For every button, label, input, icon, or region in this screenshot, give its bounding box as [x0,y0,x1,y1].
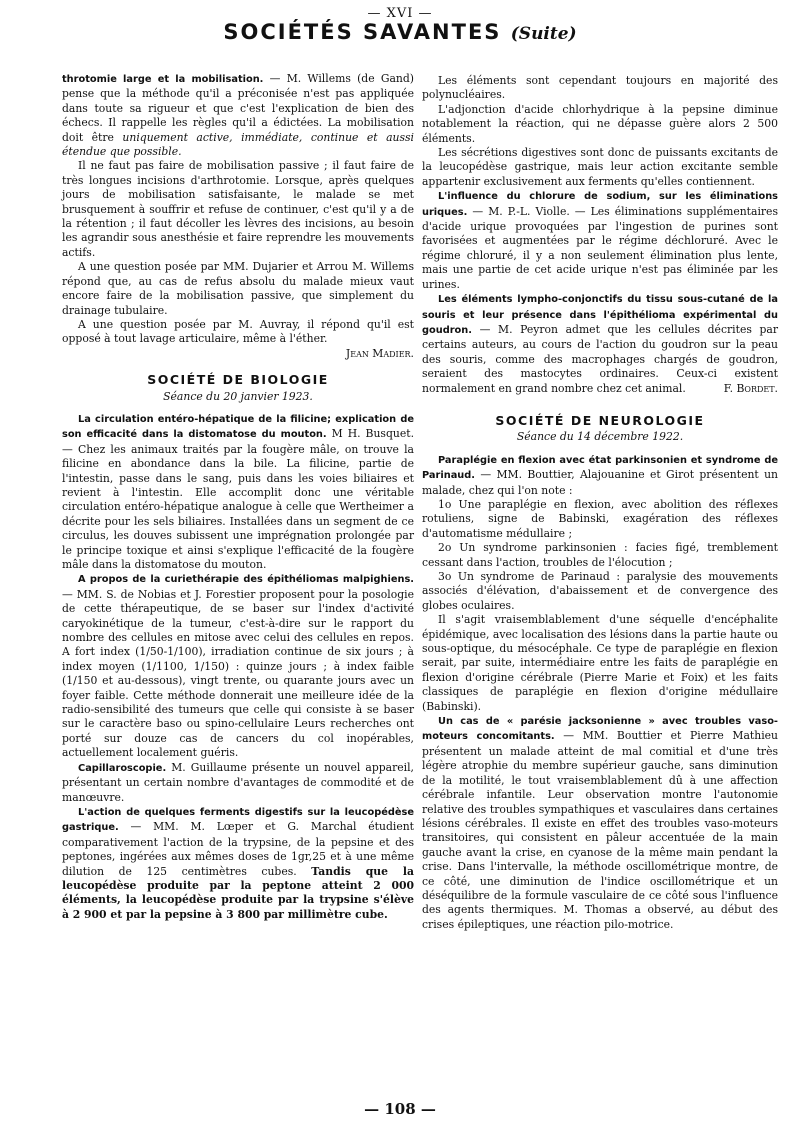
paragraph: A une question posée par MM. Dujarier et Arrou M. Willems répond que, au cas de refus absolu du malade mieux vaut encore faire de la mobilisation passive, que simplement du drainage tubulaire. [62,260,414,317]
paragraph [422,453,778,498]
paragraph: L'adjonction d'acide chlorhydrique à la pepsine diminue notablement la réaction, qui ne dépasse guère alors 2 500 éléments. [422,102,778,145]
paragraph-text: — M. P.-L. Violle. — Les éliminations supplémentaires d'acide urique provoquées par l'ingestion de purines sont favorisées et augmentées par le régime déchloruré. Avec le régime chloruré, il y a non seulement élimination plus lente, mais une partie de cet acide urique n'est pas éliminée par les urines. [422,204,778,291]
paragraph-text: — M. Peyron admet que les cellules décrites par certains auteurs, au cours de l'action du goudron sur la peau des souris, comme des macrophages chargés de goudron, seraient des mastocytes ordinaires. Ceux-ci existent normalement en grand nombre chez cet animal. [422,322,778,395]
paragraph-heading: L'action de quelques ferments digestifs sur la leucopédèse gastrique. [62,806,414,834]
title-suite: (Suite) [510,24,577,44]
paragraph-heading: Les éléments lympho-conjonctifs du tissu sous-cutané de la souris et leur présence dans l'épithélioma expérimental du goudron. [422,294,778,336]
paragraph-bold-text: Tandis que la leucopédèse produite par la peptone atteint 2 000 éléments, la leucopédèse produite par la trypsine s'élève à 2 900 et par la pepsine à 3 800 par millimètre cube. [62,864,415,921]
paragraph-italic: uniquement active, immédiate, continue et aussi étendue que possible. [62,130,414,159]
paragraph-heading: Paraplégie en flexion avec état parkinsonien et syndrome de Parinaud. [422,454,778,482]
paragraph [62,761,414,805]
paragraph: Il s'agit vraisemblablement d'une séquelle d'encéphalite épidémique, avec localisation des lésions dans la partie haute ou sous-optique, du mésocéphale. Ce type de paraplégie en flexion serait, par suite, intermédiaire entre les faits de paraplégie en flexion d'origine cérébrale (Pierre Marie et Foix) et les faits classiques de paraplégie en flexion d'origine médullaire (Babinski). [422,613,778,713]
paragraph-text: — MM. M. Lœper et G. Marchal étudient comparativement l'action de la trypsine, de la pepsine et des peptones, ingérées aux mêmes doses de 1gr,25 et à une même dilution de 125 centimètres cubes. [62,820,414,878]
paragraph [422,292,778,396]
paragraph-heading: La circulation entéro-hépatique de la filicine; explication de son efficacité dans la distomatose du mouton. [62,413,414,441]
paragraph [62,412,414,572]
paragraph-heading: L'influence du chlorure de sodium, sur les éliminations uriques. [422,191,778,218]
seance-date: Séance du 20 janvier 1923. [163,389,313,403]
paragraph-heading: throtomie large et la mobilisation. [62,74,264,85]
paragraph: A une question posée par M. Auvray, il répond qu'il est opposé à tout lavage articulaire, même à l'éther. [62,317,414,346]
paragraph-text: — MM. S. de Nobias et J. Forestier proposent pour la posologie de cette thérapeutique, de se baser sur l'index d'activité caryokinétique de la tumeur, c'est-à-dire sur le rapport du nombre des cellules en mitose avec celui des cellules en repos. A fort index (1/50-1/100), irradiation continue de six jours ; à index moyen (1/1100, 1/150) : quinze jours ; à index faible (1/150 et au-dessous), vingt trente, ou quarante jours avec un foyer faible. Cette méthode donnerait une meilleure idée de la radio-sensibilité des tumeurs que celle qui consiste à se baser sur le caractère baso ou spino-cellulaire Leurs recherches ont porté sur douze cas de cancers du col inopérables, actuellement localement guéris. [62,587,414,760]
paragraph-text: — MM. Bouttier et Pierre Mathieu présentent un malade atteint de mal comitial et d'une très légère atrophie du membre supérieur gauche, sans diminution de la motilité, le tout vraisemblablement dû à une affection cérébrale infantile. Leur observation montre l'autonomie relative des troubles sympathiques et vasculaires dans certaines lésions cérébrales. Il existe en effet des troubles vaso-moteurs transitoires, qui consistent en pâleur accentuée de la main gauche avant la crise, en cyanose de la même main pendant la crise. Dans l'intervalle, la méthode oscillométrique montre, de ce côté, une diminution de l'indice oscillométrique et un déséquilibre de la formule vasculaire de ce côté sous l'influence des agents thermiques. M. Thomas a observé, au début des crises épileptiques, une réaction pilo-motrice. [422,729,778,931]
paragraph-text: — MM. Bouttier, Alajouanine et Girot présentent un malade, chez qui l'on note : [422,468,778,497]
paragraph [62,72,414,159]
paragraph: 1o Une paraplégie en flexion, avec abolition des réflexes rotuliens, signe de Babinski, exagération des réflexes d'automatisme médullaire ; [422,497,778,540]
page-number: — 108 — [364,1100,436,1118]
section-heading-neurologie: SOCIÉTÉ DE NEUROLOGIE [495,412,705,428]
paragraph: Les éléments sont cependant toujours en majorité des polynucléaires. [422,74,778,102]
paragraph [62,572,414,760]
page-title [0,20,800,44]
paragraph: 2o Un syndrome parkinsonien : facies figé, tremblement cessant dans l'action, troubles de l'élocution ; [422,541,778,569]
page-roman-number: — XVI — [367,6,433,21]
paragraph-heading: Capillaroscopie. [78,762,167,774]
paragraph-text: M. Guillaume présente un nouvel appareil, présentant un certain nombre d'avantages de commodité et de manœuvre. [62,760,414,804]
paragraph [62,805,414,922]
signature: F. Bordet. [723,381,778,395]
signature: Jean Madier. [345,346,414,360]
paragraph: Il ne faut pas faire de mobilisation passive ; il faut faire de très longues incisions d'arthrotomie. Lorsque, après quelques jours de mobilisation satisfaisante, le malade se met brusquement à souffrir et refuse de continuer, c'est qu'il y a de la rétention ; il faut décoller les lèvres des incisions, au besoin les agrandir sous anesthésie et faire reprendre les mouvements actifs. [62,159,414,259]
title-text: SOCIÉTÉS SAVANTES [223,20,502,44]
left-column [62,72,414,922]
seance-date: Séance du 14 décembre 1922. [516,430,684,444]
paragraph: 3o Un syndrome de Parinaud : paralysie des mouvements associés d'élévation, d'abaissement et de convergence des globes oculaires. [422,570,778,612]
paragraph-text: — M. Willems (de Gand) pense que la méthode qu'il a préconisée n'est pas appliquée dans toute sa rigueur et que c'est l'explication de bien des échecs. Il rappelle les règles qu'il a édictées. La mobilisation doit être [62,72,414,144]
section-heading-biologie: SOCIÉTÉ DE BIOLOGIE [147,372,329,388]
paragraph: Les sécrétions digestives sont donc de puissants excitants de la leucopédèse gastrique, mais leur action excitante semble appartenir exclusivement aux ferments qu'elles contiennent. [422,146,778,188]
paragraph [422,714,778,932]
paragraph-text: M H. Busquet. — Chez les animaux traités par la fougère mâle, on trouve la filicine en abondance dans la bile. La filicine, partie de l'intestin, passe dans le sang, puis dans les voies biliaires et revient à l'intestin. Elle accomplit donc une véritable circulation entéro-hépatique analogue à celle que Wertheimer a décrite pour les sels biliaires. Installées dans un segment de ce circulus, les douves subissent une imprégnation prolongée par le principe toxique et ainsi s'explique l'efficacité de la fougère mâle dans la distomatose du mouton. [62,427,415,571]
paragraph-heading: Un cas de « parésie jacksonienne » avec troubles vaso-moteurs concomitants. [422,716,778,743]
paragraph [422,189,778,292]
right-column [422,74,778,932]
paragraph-heading: A propos de la curiethérapie des épithéliomas malpighiens. [78,574,414,586]
